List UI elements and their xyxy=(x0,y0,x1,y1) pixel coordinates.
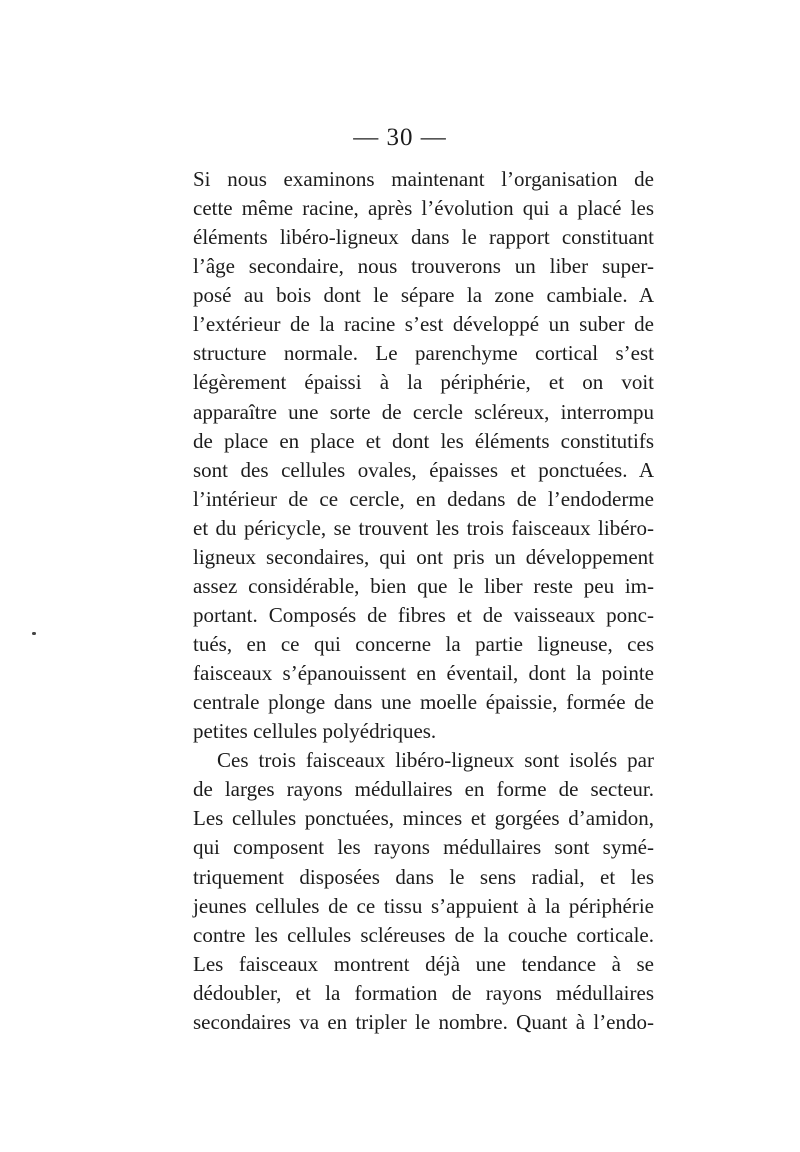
text-line: Les faisceaux montrent déjà une tendance à se xyxy=(193,951,654,976)
text-line: tués, en ce qui concerne la partie ligneuse, ces xyxy=(193,632,654,656)
text-line: l’intérieur de ce cercle, en dedans de l’endoderme xyxy=(193,486,654,511)
paragraph-1 xyxy=(193,165,654,746)
text-line: portant. Composés de fibres et de vaisseaux ponc- xyxy=(193,602,654,627)
text-line: Ces trois faisceaux libéro-ligneux sont isolés par xyxy=(217,748,654,773)
text-line: de place en place et dont les éléments constitutifs xyxy=(193,428,654,453)
text-line: de larges rayons médullaires en forme de secteur. xyxy=(193,777,654,802)
paragraph-2 xyxy=(193,746,654,1037)
text-line: ligneux secondaires, qui ont pris un développement xyxy=(193,544,654,569)
text-line: petites cellules polyédriques. xyxy=(193,719,437,744)
text-line: jeunes cellules de ce tissu s’appuient à la périphérie xyxy=(193,893,654,918)
text-line: sont des cellules ovales, épaisses et ponctuées. A xyxy=(193,457,654,482)
text-line: triquement disposées dans le sens radial, et les xyxy=(193,864,654,889)
text-line: structure normale. Le parenchyme cortical s’est xyxy=(193,341,654,366)
body-text xyxy=(193,165,654,1037)
text-line: faisceaux s’épanouissent en éventail, dont la pointe xyxy=(193,661,654,686)
text-line: apparaître une sorte de cercle scléreux, interrompu xyxy=(193,399,654,424)
text-line: légèrement épaissi à la périphérie, et on voit xyxy=(193,370,654,395)
text-line: posé au bois dont le sépare la zone cambiale. A xyxy=(193,283,654,308)
text-line: cette même racine, après l’évolution qui a placé les xyxy=(193,196,654,221)
ink-speck xyxy=(32,632,36,635)
text-line: contre les cellules scléreuses de la couche corticale. xyxy=(193,922,654,947)
text-line: centrale plonge dans une moelle épaissie, formée de xyxy=(193,690,654,715)
text-line: dédoubler, et la formation de rayons médullaires xyxy=(193,980,654,1005)
text-line: éléments libéro-ligneux dans le rapport constituant xyxy=(193,225,654,250)
text-line: Si nous examinons maintenant l’organisation de xyxy=(193,167,654,191)
text-line: Les cellules ponctuées, minces et gorgées d’amidon, xyxy=(193,806,654,831)
text-line: secondaires va en tripler le nombre. Quant à l’endo- xyxy=(193,1009,654,1034)
text-line: l’extérieur de la racine s’est développé un suber de xyxy=(193,312,654,337)
page-number: — 30 — xyxy=(353,124,447,151)
text-line: assez considérable, bien que le liber reste peu im- xyxy=(193,573,654,598)
text-line: qui composent les rayons médullaires sont symé- xyxy=(193,835,654,860)
text-line: et du péricycle, se trouvent les trois faisceaux libéro- xyxy=(193,515,654,540)
text-line: l’âge secondaire, nous trouverons un liber super- xyxy=(193,254,654,279)
